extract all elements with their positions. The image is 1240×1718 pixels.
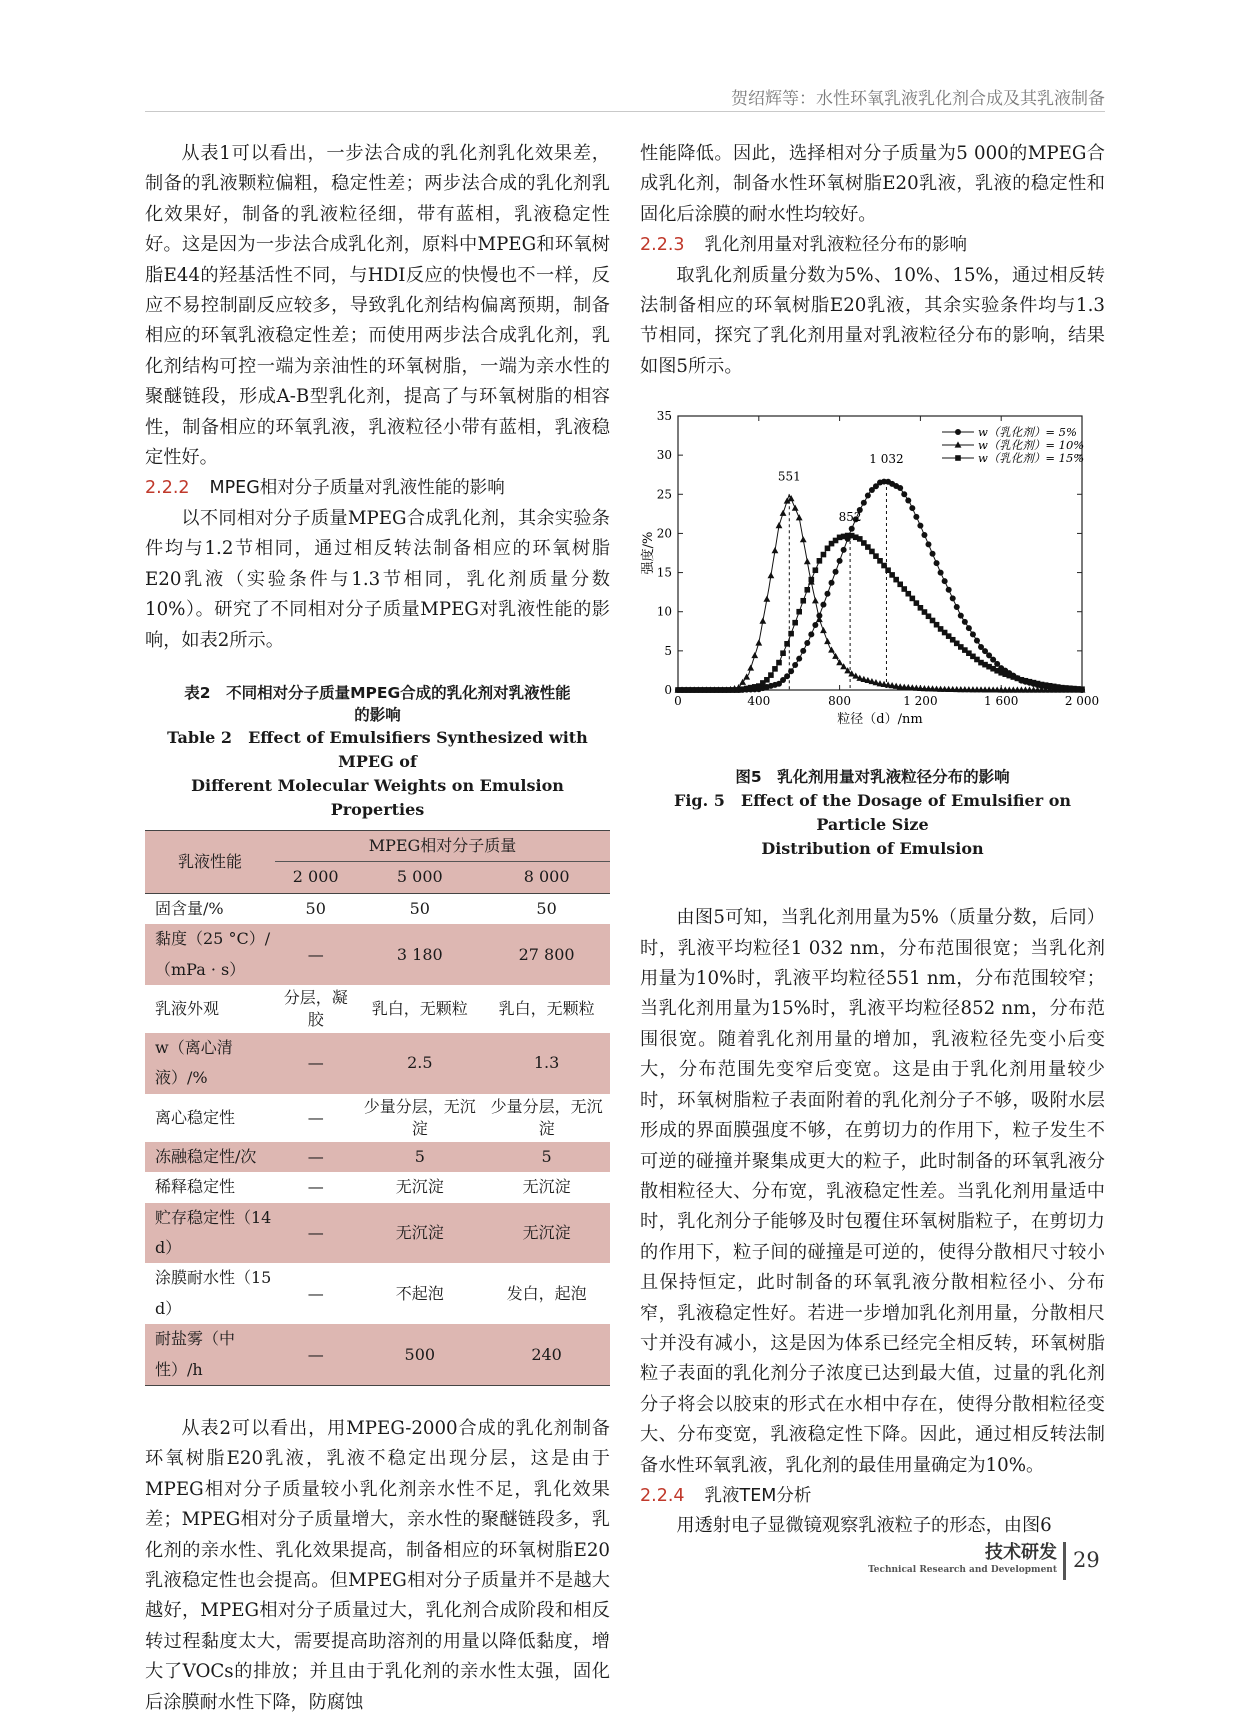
table-cell-label: 稀释稳定性 — [155, 1177, 236, 1197]
data-point — [938, 570, 944, 576]
table-cell: 无沉淀 — [522, 1177, 571, 1197]
data-point — [792, 505, 799, 511]
table-caption-cn-line: 表2 不同相对分子质量MPEG合成的乳化剂对乳液性能 — [184, 683, 571, 702]
section-number: 2.2.3 — [640, 235, 685, 256]
data-point — [958, 613, 964, 619]
line-chart — [640, 408, 1105, 763]
y-axis-label: 强度/% — [641, 531, 656, 575]
table-cell: — — [307, 1177, 324, 1197]
legend-entry: w（乳化剂）= 10% — [978, 438, 1085, 453]
table-cell-label: 黏度（25 °C）/（mPa · s） — [145, 924, 275, 985]
table-cell: 分层，凝胶 — [283, 987, 348, 1029]
paragraph: 由图5可知，当乳化剂用量为5%（质量分数，后同）时，乳液平均粒径1 032 nm，分布范围很宽；当乳化剂用量为10%时，乳液平均粒径551 nm，分布范围较窄；当乳化剂用量为15%时，乳液平均粒径852 nm，分布范围很宽。随着乳化剂用量的增加，乳液粒径先变小后变大，分布范围先变窄后变宽。这是由于乳化剂用量较少时，环氧树脂粒子表面附着的乳化剂分子不够，吸附水层形成的界面膜强度不够，在剪切力的作用下，粒子发生不可逆的碰撞并聚集成更大的粒子，此时制备的环氧乳液分散相粒径大、分布宽，乳液稳定性差。当乳化剂用量适中时，乳化剂分子能够及时包覆住环氧树脂粒子，在剪切力的作用下，粒子间的碰撞是可逆的，使得分散相尺寸较小且保持恒定，此时制备的环氧乳液分散相粒径小、分布窄，乳液稳定性好。若进一步增加乳化剂用量，分散相尺寸并没有减小，这是因为体系已经完全相反转，环氧树脂粒子表面的乳化剂分子浓度已达到最大值，过量的乳化剂分子将会以胶束的形式在水相中存在，使得分散相粒径变大、分布变宽，乳液稳定性下降。因此，通过相反转法制备水性环氧乳液，乳化剂的最佳用量确定为10%。 — [640, 907, 1105, 1476]
x-tick-label: 2 000 — [1064, 694, 1100, 709]
data-point — [759, 618, 766, 624]
table-body — [145, 893, 610, 1385]
paragraph: 以不同相对分子质量MPEG合成乳化剂，其余实验条件均与1.2节相同，通过相反转法制备相应的环氧树脂E20乳液（实验条件与1.3节相同，乳化剂质量分数10%）。研究了不同相对分子质量MPEG对乳液性能的影响，如表2所示。 — [145, 507, 610, 651]
table-row — [145, 1142, 610, 1172]
data-point — [865, 493, 871, 499]
paragraph: 性能降低。因此，选择相对分子质量为5 000的MPEG合成乳化剂，制备水性环氧树脂E20乳液，乳液的稳定性和固化后涂膜的耐水性均较好。 — [640, 143, 1105, 225]
figure-caption-en — [640, 789, 1105, 861]
data-point — [820, 602, 826, 608]
data-point — [784, 641, 790, 647]
table-cell: 少量分层，无沉淀 — [363, 1096, 476, 1138]
section-heading-2-2-4 — [640, 1481, 1105, 1511]
table-cell: 不起泡 — [395, 1283, 444, 1303]
data-point — [780, 651, 786, 657]
figure-caption-en-line: Fig. 5 Effect of the Dosage of Emulsifier on Particle Size — [673, 791, 1072, 835]
table-cell: — — [275, 1324, 356, 1385]
data-point — [837, 558, 843, 564]
paragraph: 从表1可以看出，一步法合成的乳化剂乳化效果差，制备的乳液颗粒偏粗，稳定性差；两步法合成的乳化剂乳化效果好，制备的乳液粒径细，带有蓝相，乳液稳定性好。这是因为一步法合成乳化剂，原料中MPEG和环氧树脂E44的羟基活性不同，与HDI反应的快慢也不一样，反应不易控制副反应较多，导致乳化剂结构偏离预期，制备相应的环氧乳液稳定性差；而使用两步法合成乳化剂，乳化剂结构可控一端为亲油性的环氧树脂，一端为亲水性的聚醚链段，形成A-B型乳化剂，提高了与环氧树脂的相容性，制备相应的环氧乳液，乳液粒径小带有蓝相，乳液稳定性好。 — [145, 143, 610, 469]
data-point — [901, 492, 907, 498]
paragraph: 用透射电子显微镜观察乳液粒子的形态，由图6 — [676, 1515, 1052, 1537]
data-point — [917, 523, 923, 529]
peak-annotation: 551 — [777, 469, 801, 484]
paragraph: 从表2可以看出，用MPEG-2000合成的乳化剂制备环氧树脂E20乳液，乳液不稳定出现分层，这是由于MPEG相对分子质量较小乳化剂亲水性不足，乳化效果差；MPEG相对分子质量增大，亲水性的聚醚链段多，乳化剂的亲水性、乳化效果提高，制备相应的环氧树脂E20乳液稳定性也会提高。但MPEG相对分子质量并不是越大越好，MPEG相对分子质量过大，乳化剂合成阶段和相反转过程黏度太大，需要提高助溶剂的用量以降低黏度，增大了VOCs的排放；并且由于乳化剂的亲水性太强，固化后涂膜耐水性下降，防腐蚀 — [145, 1418, 610, 1713]
table-header-col: 5 000 — [356, 862, 483, 893]
table-cell: 27 800 — [483, 924, 610, 985]
data-point — [772, 666, 778, 672]
data-point — [812, 597, 819, 603]
data-point — [934, 560, 940, 566]
table-row — [145, 1033, 610, 1094]
data-point — [776, 660, 782, 666]
table-cell-label: w（离心清液）/% — [145, 1033, 275, 1094]
section-heading-2-2-3 — [640, 230, 1105, 260]
section-title: 乳液TEM分析 — [704, 1485, 812, 1506]
data-point — [897, 485, 903, 491]
table-cell: 500 — [356, 1324, 483, 1385]
table-cell: 无沉淀 — [483, 1203, 610, 1264]
data-point — [796, 514, 803, 520]
data-point — [970, 632, 976, 638]
data-point — [861, 500, 867, 506]
footer-section-en: Technical Research and Development — [868, 1565, 1057, 1575]
data-point — [763, 596, 770, 602]
legend-entry: w（乳化剂）= 15% — [978, 451, 1085, 466]
data-point — [747, 665, 754, 671]
table-cell: 无沉淀 — [356, 1203, 483, 1264]
data-point — [772, 547, 779, 553]
data-point — [836, 659, 843, 665]
table-cell-label: 涂膜耐水性（15 d） — [155, 1268, 272, 1318]
data-point — [925, 542, 931, 548]
table-cell: 3 180 — [356, 924, 483, 985]
x-tick-label: 1 200 — [903, 694, 938, 709]
table-row — [145, 1094, 610, 1142]
data-point — [954, 604, 960, 610]
table-row — [145, 924, 610, 985]
y-tick-label: 10 — [656, 604, 672, 619]
table-caption-en — [145, 726, 610, 822]
y-tick-label: 0 — [664, 683, 672, 698]
data-point — [962, 619, 968, 625]
series-line-2 — [678, 495, 1082, 690]
data-point — [792, 662, 798, 668]
table-cell: 240 — [483, 1324, 610, 1385]
y-tick-label: 5 — [664, 644, 672, 659]
table-cell: — — [275, 1203, 356, 1264]
table-cell: — — [307, 1283, 324, 1303]
table-caption-en-line: Table 2 Effect of Emulsifiers Synthesized with MPEG of — [167, 727, 588, 771]
data-point — [966, 625, 972, 631]
table-row — [145, 1172, 610, 1202]
data-point — [809, 577, 815, 583]
table-cell: 乳白，无颗粒 — [371, 998, 468, 1018]
footer — [845, 1542, 1057, 1576]
table-caption-cn — [145, 682, 610, 726]
data-point — [804, 640, 810, 646]
footer-section-cn: 技术研发 — [985, 1542, 1057, 1563]
left-column — [145, 139, 610, 1718]
y-tick-label: 20 — [656, 526, 672, 541]
data-point — [833, 569, 839, 575]
data-point — [824, 638, 831, 644]
section-number: 2.2.4 — [640, 1485, 685, 1506]
table-row — [145, 1203, 610, 1264]
y-tick-label: 25 — [656, 487, 672, 502]
table-cell: 5 — [483, 1142, 610, 1172]
table-row — [145, 1263, 610, 1324]
table-header-col: 2 000 — [275, 862, 356, 893]
data-point — [776, 522, 783, 528]
legend-marker — [955, 429, 961, 435]
data-point — [921, 532, 927, 538]
data-table — [145, 830, 610, 1386]
table-cell-label: 固含量/% — [155, 898, 224, 918]
section-heading-2-2-2 — [145, 473, 610, 503]
data-point — [1079, 687, 1085, 693]
data-point — [780, 510, 787, 516]
data-point — [942, 578, 948, 584]
data-point — [796, 656, 802, 662]
page-number: 29 — [1073, 1548, 1100, 1572]
table-cell: — — [307, 1107, 324, 1127]
data-point — [950, 596, 956, 602]
section-title: 乳化剂用量对乳液粒径分布的影响 — [704, 235, 968, 256]
figure-caption-en-line: Distribution of Emulsion — [761, 839, 984, 859]
y-tick-label: 30 — [656, 448, 672, 463]
data-point — [817, 558, 823, 564]
x-tick-label: 1 600 — [984, 694, 1019, 709]
data-point — [800, 598, 806, 604]
data-point — [849, 526, 855, 532]
data-point — [812, 622, 818, 628]
table-cell: — — [275, 1033, 356, 1094]
data-point — [832, 653, 839, 659]
table-cell: 5 — [356, 1142, 483, 1172]
table-row — [145, 985, 610, 1033]
data-point — [804, 558, 811, 564]
table-cell: 2.5 — [356, 1033, 483, 1094]
y-tick-label: 15 — [656, 565, 672, 580]
table-caption-en-line: Different Molecular Weights on Emulsion Properties — [191, 775, 564, 819]
data-point — [905, 498, 911, 504]
table-cell: 少量分层，无沉淀 — [490, 1096, 603, 1138]
table-header-group: MPEG相对分子质量 — [275, 830, 610, 861]
data-point — [974, 638, 980, 644]
table-cell: — — [275, 1142, 356, 1172]
table-header-property: 乳液性能 — [145, 830, 275, 893]
table-cell: — — [275, 924, 356, 985]
data-point — [828, 647, 835, 653]
data-point — [824, 591, 830, 597]
data-point — [755, 640, 762, 646]
x-tick-label: 0 — [674, 694, 682, 709]
table-row — [145, 893, 610, 924]
section-title: MPEG相对分子质量对乳液性能的影响 — [209, 478, 505, 499]
data-point — [800, 648, 806, 654]
x-tick-label: 800 — [828, 694, 852, 709]
table-cell: 无沉淀 — [395, 1177, 444, 1197]
y-tick-label: 35 — [656, 409, 672, 424]
data-point — [813, 568, 819, 574]
data-point — [768, 673, 774, 679]
data-point — [804, 587, 810, 593]
figure-5 — [640, 408, 1105, 763]
legend-entry: w（乳化剂）= 5% — [978, 425, 1077, 440]
table-cell: 1.3 — [483, 1033, 610, 1094]
footer-divider — [1063, 1542, 1066, 1580]
peak-annotation: 1 032 — [869, 452, 904, 467]
table-cell-label: 耐盐雾（中性）/h — [145, 1324, 275, 1385]
series-line-1 — [678, 481, 1082, 690]
data-point — [796, 609, 802, 615]
data-point — [841, 547, 847, 553]
table-cell: 50 — [305, 898, 326, 918]
section-number: 2.2.2 — [145, 478, 190, 499]
table-header-col: 8 000 — [483, 862, 610, 893]
peak-annotation: 852 — [838, 510, 862, 525]
table-cell-label: 冻融稳定性/次 — [145, 1142, 275, 1172]
table-cell: 乳白，无颗粒 — [498, 998, 595, 1018]
table-cell-label: 贮存稳定性（14 d） — [145, 1203, 275, 1264]
data-point — [800, 536, 807, 542]
header-rule — [145, 111, 1105, 112]
data-point — [751, 652, 758, 658]
table-cell-label: 乳液外观 — [155, 998, 220, 1018]
running-header: 贺绍辉等：水性环氧乳液乳化剂合成及其乳液制备 — [731, 89, 1105, 109]
data-point — [788, 631, 794, 637]
table-cell: 发白，起泡 — [506, 1283, 587, 1303]
data-point — [829, 580, 835, 586]
data-point — [913, 514, 919, 520]
table-cell: 50 — [536, 898, 557, 918]
table-caption-cn-line: 的影响 — [354, 705, 401, 724]
data-point — [768, 572, 775, 578]
table-cell: 50 — [409, 898, 430, 918]
legend-marker — [955, 455, 961, 461]
x-tick-label: 400 — [747, 694, 771, 709]
data-point — [946, 587, 952, 593]
figure-caption-cn: 图5 乳化剂用量对乳液粒径分布的影响 — [735, 768, 1010, 787]
data-point — [820, 627, 827, 633]
right-column — [640, 139, 1105, 1542]
data-point — [909, 505, 915, 511]
data-point — [821, 552, 827, 558]
paragraph: 取乳化剂质量分数为5%、10%、15%，通过相反转法制备相应的环氧树脂E20乳液，其余实验条件均与1.3节相同，探究了乳化剂用量对乳液粒径分布的影响，结果如图5所示。 — [640, 264, 1105, 377]
x-axis-label: 粒径（d）/nm — [837, 712, 923, 728]
data-point — [792, 620, 798, 626]
table-row — [145, 1324, 610, 1385]
data-point — [808, 632, 814, 638]
table-cell-label: 离心稳定性 — [155, 1107, 236, 1127]
data-point — [930, 551, 936, 557]
